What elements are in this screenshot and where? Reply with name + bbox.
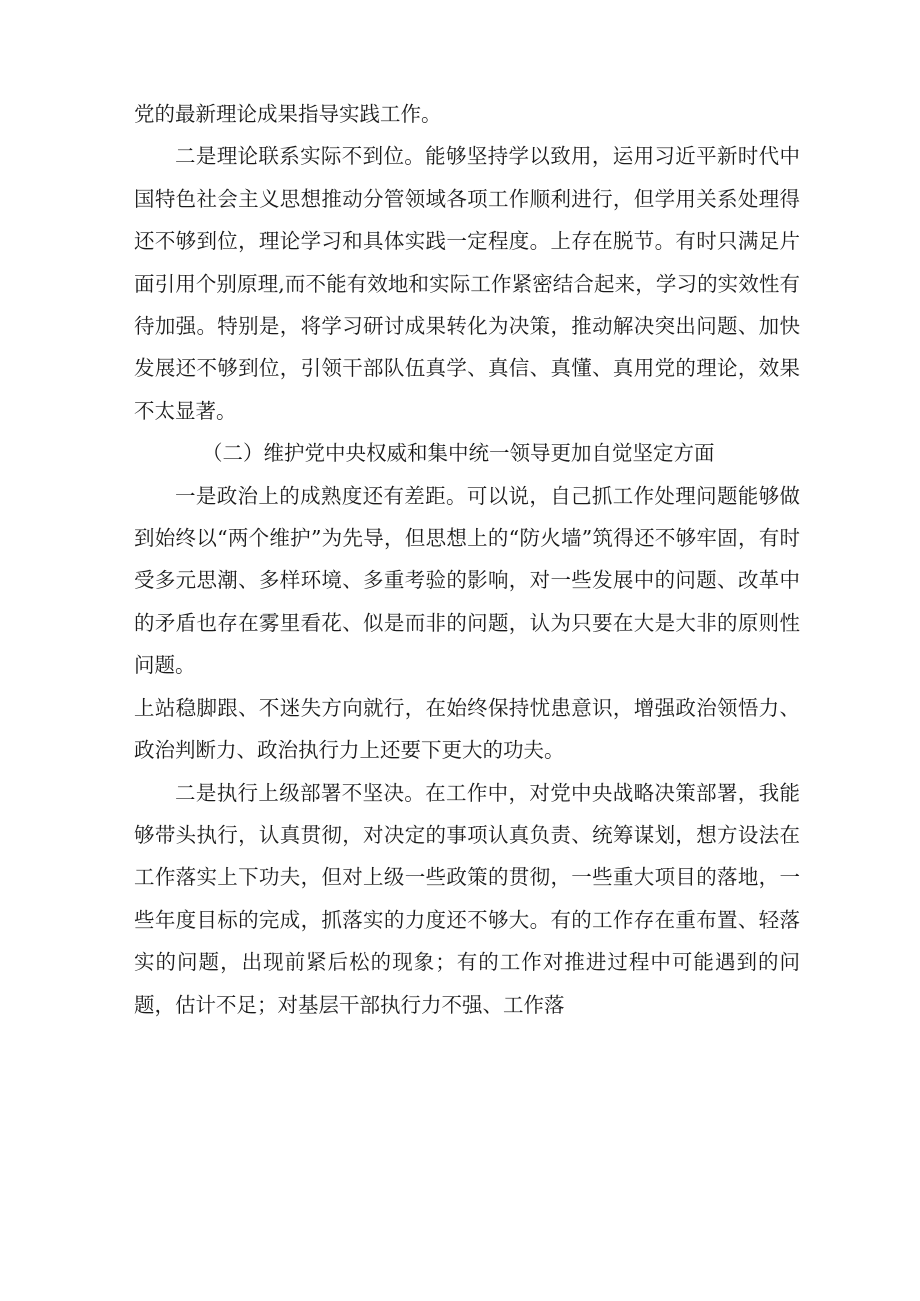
section-heading: （二）维护党中央权威和集中统一领导更加自觉坚定方面 [202,441,715,466]
paragraph-2: 二是理论联系实际不到位。能够坚持学以致用，运用习近平新时代中国特色社会主义思想推动分管领域各项工作顺利进行，但学用关系处理得还不够到位，理论学习和具体实践一定程度。上存在脱节。有时只满足片面引用个别原理,而不能有效地和实际工作紧密结合起来，学习的实效性有待加强。特别是，将学习研讨成果转化为决策，推动解决突出问题、加快发展还不够到位，引领干部队伍真学、真信、真懂、真用党的理论，效果不太显著。 [134,144,800,423]
paragraph-3: 一是政治上的成熟度还有差距。可以说，自己抓工作处理问题能够做到始终以“两个维护”为先导，但思想上的“防火墙”筑得还不够牢固，有时受多元思潮、多样环境、多重考验的影响，对一些发展中的问题、改革中的矛盾也存在雾里看花、似是而非的问题，认为只要在大是大非的原则性问题。 [134,483,800,678]
paragraph-4: 上站稳脚跟、不迷失方向就行，在始终保持忧患意识，增强政治领悟力、政治判断力、政治执行力上还要下更大的功夫。 [134,695,800,763]
paragraph-1: 党的最新理论成果指导实践工作。 [134,102,442,126]
document-body [134,93,800,1026]
paragraph-5: 二是执行上级部署不坚决。在工作中，对党中央战略决策部署，我能够带头执行，认真贯彻，对决定的事项认真负责、统筹谋划，想方设法在工作落实上下功夫，但对上级一些政策的贯彻，一些重大项目的落地，一些年度目标的完成，抓落实的力度还不够大。有的工作存在重布置、轻落实的问题，出现前紧后松的现象；有的工作对推进过程中可能遇到的问题，估计不足；对基层干部执行力不强、工作落 [134,780,800,1017]
